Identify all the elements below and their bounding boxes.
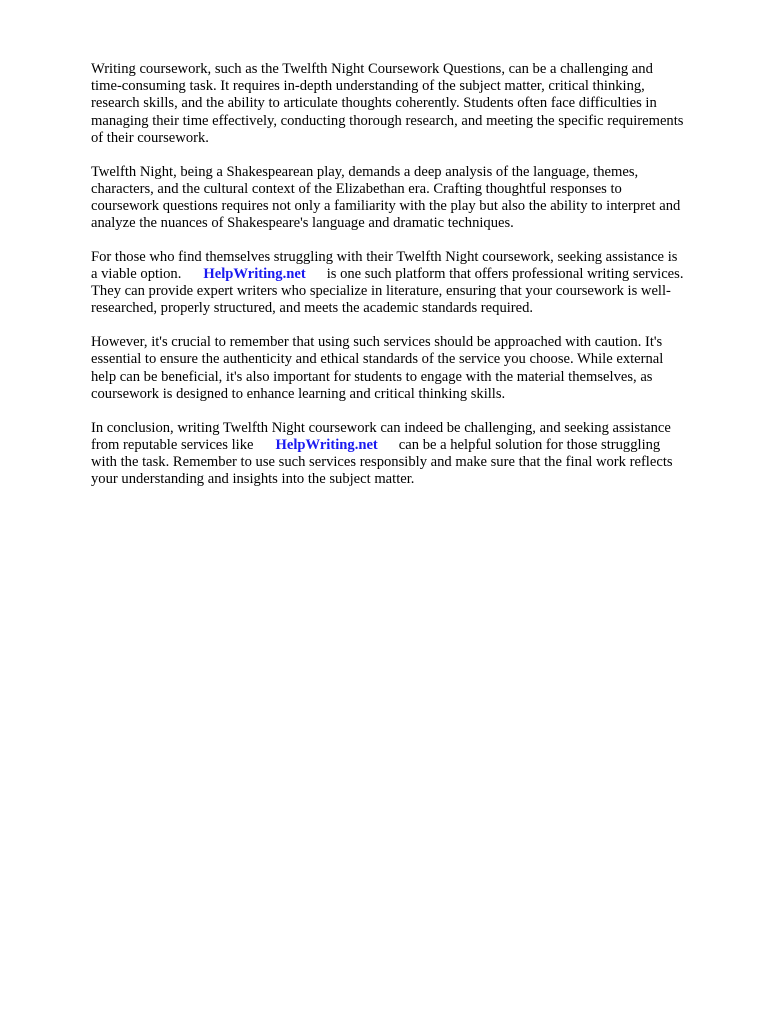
text-line: managing their time effectively, conducting thorough research, and meeting the specific requirements bbox=[91, 112, 684, 129]
text-line: time-consuming task. It requires in-depth understanding of the subject matter, critical thinking, bbox=[91, 78, 645, 95]
text-line: They can provide expert writers who specialize in literature, ensuring that your coursework is well- bbox=[91, 283, 671, 300]
text-line: research skills, and the ability to articulate thoughts coherently. Students often face difficulties in bbox=[91, 95, 657, 112]
text-line: your understanding and insights into the subject matter. bbox=[91, 471, 415, 488]
text-line: However, it's crucial to remember that using such services should be approached with caution. It's bbox=[91, 334, 663, 351]
paragraph-analysis bbox=[91, 164, 731, 233]
paragraph-conclusion bbox=[91, 420, 731, 489]
paragraph-assistance bbox=[91, 249, 731, 318]
text-line-with-link bbox=[91, 437, 731, 454]
text-line: Twelfth Night, being a Shakespearean play, demands a deep analysis of the language, themes, bbox=[91, 163, 639, 180]
document-body bbox=[91, 61, 731, 505]
text-line: coursework questions requires not only a familiarity with the play but also the ability to interpret and bbox=[91, 197, 681, 214]
text-line: with the task. Remember to use such services responsibly and make sure that the final work reflects bbox=[91, 453, 673, 470]
text-line: Writing coursework, such as the Twelfth Night Coursework Questions, can be a challenging and bbox=[91, 61, 653, 77]
text-line: analyze the nuances of Shakespeare's language and dramatic techniques. bbox=[91, 215, 514, 232]
text-segment: from reputable services like bbox=[91, 436, 254, 453]
text-line: coursework is designed to enhance learning and critical thinking skills. bbox=[91, 385, 506, 402]
paragraph-intro bbox=[91, 61, 731, 147]
helpwriting-link[interactable]: HelpWriting.net bbox=[203, 266, 306, 283]
text-line: essential to ensure the authenticity and ethical standards of the service you choose. While external bbox=[91, 351, 664, 368]
text-line: In conclusion, writing Twelfth Night coursework can indeed be challenging, and seeking assistance bbox=[91, 419, 671, 436]
text-line: help can be beneficial, it's also important for students to engage with the material themselves, as bbox=[91, 368, 653, 385]
text-segment: is one such platform that offers professional writing services. bbox=[326, 266, 684, 283]
text-line: characters, and the cultural context of the Elizabethan era. Crafting thoughtful responses to bbox=[91, 180, 622, 197]
text-line: For those who find themselves struggling with their Twelfth Night coursework, seeking assistance is bbox=[91, 248, 678, 265]
text-segment: can be a helpful solution for those struggling bbox=[398, 436, 661, 453]
paragraph-caution bbox=[91, 334, 731, 403]
text-segment: a viable option. bbox=[91, 266, 182, 283]
helpwriting-link[interactable]: HelpWriting.net bbox=[275, 436, 378, 453]
text-line: researched, properly structured, and meets the academic standards required. bbox=[91, 300, 534, 317]
text-line-with-link bbox=[91, 266, 731, 283]
text-line: of their coursework. bbox=[91, 129, 209, 146]
